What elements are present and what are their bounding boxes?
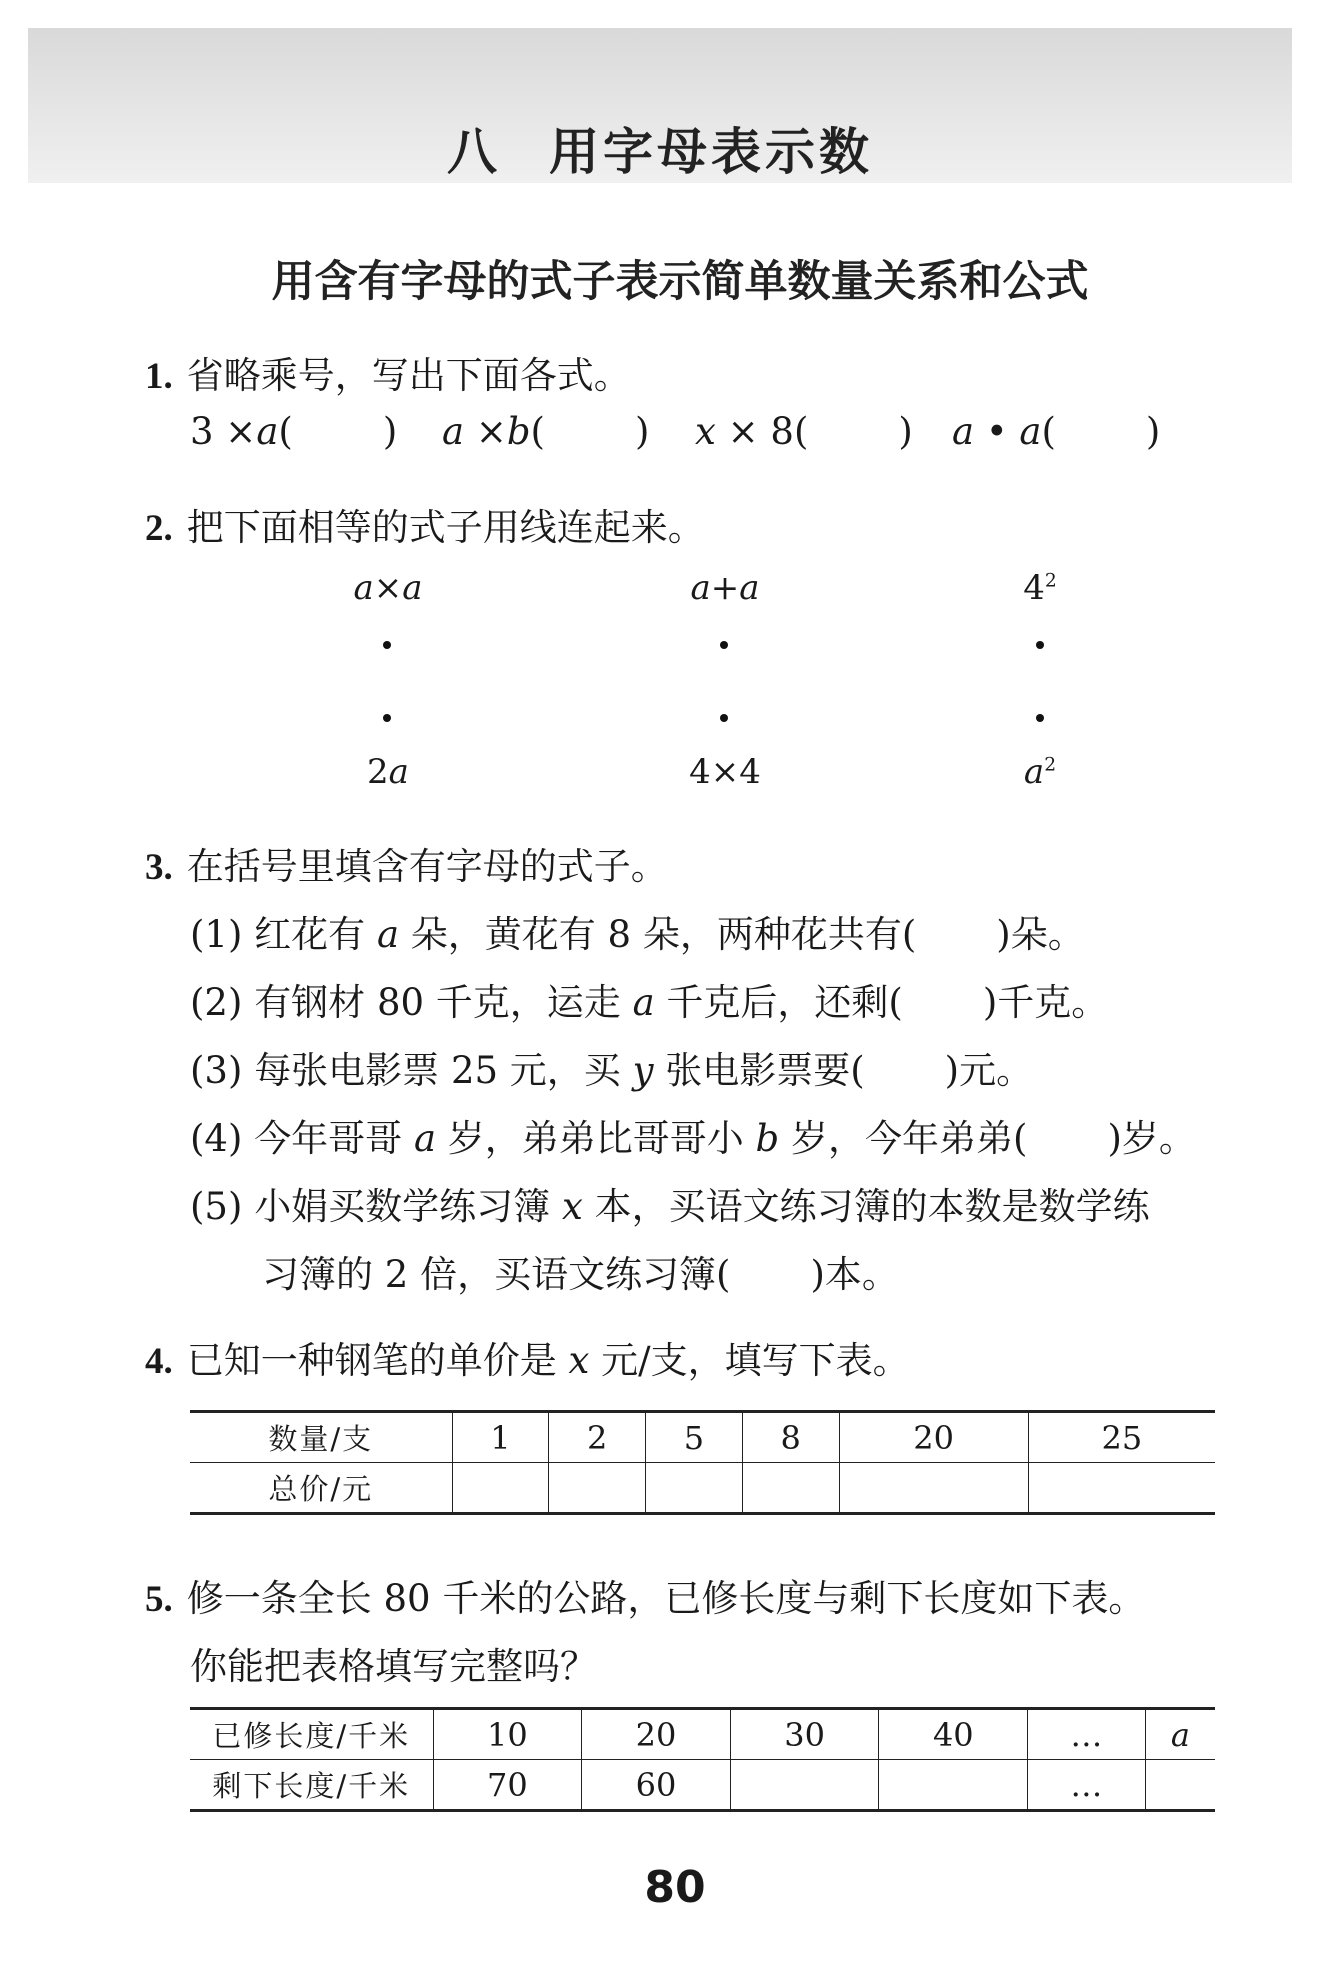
question-number: 3. <box>145 847 173 888</box>
q1-expr-1: 3 ×a( ) <box>190 410 398 453</box>
q2-dot-bottom-3[interactable] <box>1036 714 1044 722</box>
table-row: 数量/支 1 2 5 8 20 25 <box>190 1412 1215 1463</box>
table-row: 剩下长度/千米 70 60 … <box>190 1760 1215 1811</box>
answer-cell[interactable] <box>879 1760 1028 1811</box>
question-3 <box>145 836 668 890</box>
answer-cell[interactable] <box>839 1463 1028 1514</box>
q2-bottom-1: 2a <box>367 752 409 792</box>
q2-top-1: a×a <box>353 568 423 608</box>
q1-expr-4: a • a( ) <box>952 410 1161 453</box>
question-number: 4. <box>145 1341 173 1382</box>
answer-cell[interactable] <box>549 1463 646 1514</box>
q3-item-1: (1) 红花有 a 朵，黄花有 8 朵，两种花共有( )朵。 <box>190 913 1085 956</box>
q2-dot-top-2[interactable] <box>720 641 728 649</box>
question-1 <box>145 345 631 399</box>
q2-dot-bottom-2[interactable] <box>720 714 728 722</box>
chapter-name: 用字母表示数 <box>549 123 873 181</box>
answer-cell[interactable] <box>646 1463 743 1514</box>
q3-item-5-cont: 习簿的 2 倍，买语文练习簿( )本。 <box>262 1253 899 1296</box>
chapter-title <box>0 112 1320 184</box>
answer-cell[interactable] <box>1145 1760 1215 1811</box>
q2-dot-top-1[interactable] <box>383 641 391 649</box>
page-number: 80 <box>644 1862 706 1913</box>
q3-item-2: (2) 有钢材 80 千克，运走 a 千克后，还剩( )千克。 <box>190 981 1109 1024</box>
answer-cell[interactable] <box>1028 1463 1215 1514</box>
price-table <box>190 1410 1215 1515</box>
question-text: 修一条全长 80 千米的公路，已修长度与剩下长度如下表。 <box>186 1577 1146 1620</box>
road-table <box>190 1707 1215 1812</box>
question-4: 4. 已知一种钢笔的单价是 x 元/支，填写下表。 <box>145 1339 910 1382</box>
chapter-number: 八 <box>447 123 501 181</box>
question-2 <box>145 497 705 551</box>
question-number: 1. <box>145 356 173 397</box>
section-title: 用含有字母的式子表示简单数量关系和公式 <box>271 257 1089 307</box>
answer-cell[interactable] <box>452 1463 549 1514</box>
q3-item-5: (5) 小娟买数学练习簿 x 本，买语文练习簿的本数是数学练 <box>190 1185 1150 1228</box>
q2-top-3: $4^2$ <box>1023 568 1057 608</box>
question-text: 把下面相等的式子用线连起来。 <box>186 506 705 549</box>
q2-bottom-3: $a^2$ <box>1023 752 1057 792</box>
q1-expr-2: a ×b( ) <box>442 410 650 453</box>
answer-cell[interactable] <box>730 1760 879 1811</box>
question-text: 省略乘号，写出下面各式。 <box>186 354 631 397</box>
q5-line-2: 你能把表格填写完整吗？ <box>190 1645 597 1688</box>
q2-dot-top-3[interactable] <box>1036 641 1044 649</box>
q2-top-2: a+a <box>690 568 760 608</box>
q2-bottom-2: 4×4 <box>689 752 761 792</box>
question-5 <box>145 1568 1145 1622</box>
table-row: 已修长度/千米 10 20 30 40 … a <box>190 1709 1215 1760</box>
question-number: 2. <box>145 508 173 549</box>
q1-expr-3: x × 8( ) <box>695 410 913 453</box>
question-text: 在括号里填含有字母的式子。 <box>186 845 668 888</box>
q3-item-4: (4) 今年哥哥 a 岁，弟弟比哥哥小 b 岁，今年弟弟( )岁。 <box>190 1117 1196 1160</box>
answer-cell[interactable] <box>742 1463 839 1514</box>
question-number: 5. <box>145 1579 173 1620</box>
q3-item-3: (3) 每张电影票 25 元，买 y 张电影票要( )元。 <box>190 1049 1034 1092</box>
q2-dot-bottom-1[interactable] <box>383 714 391 722</box>
table-row: 总价/元 <box>190 1463 1215 1514</box>
